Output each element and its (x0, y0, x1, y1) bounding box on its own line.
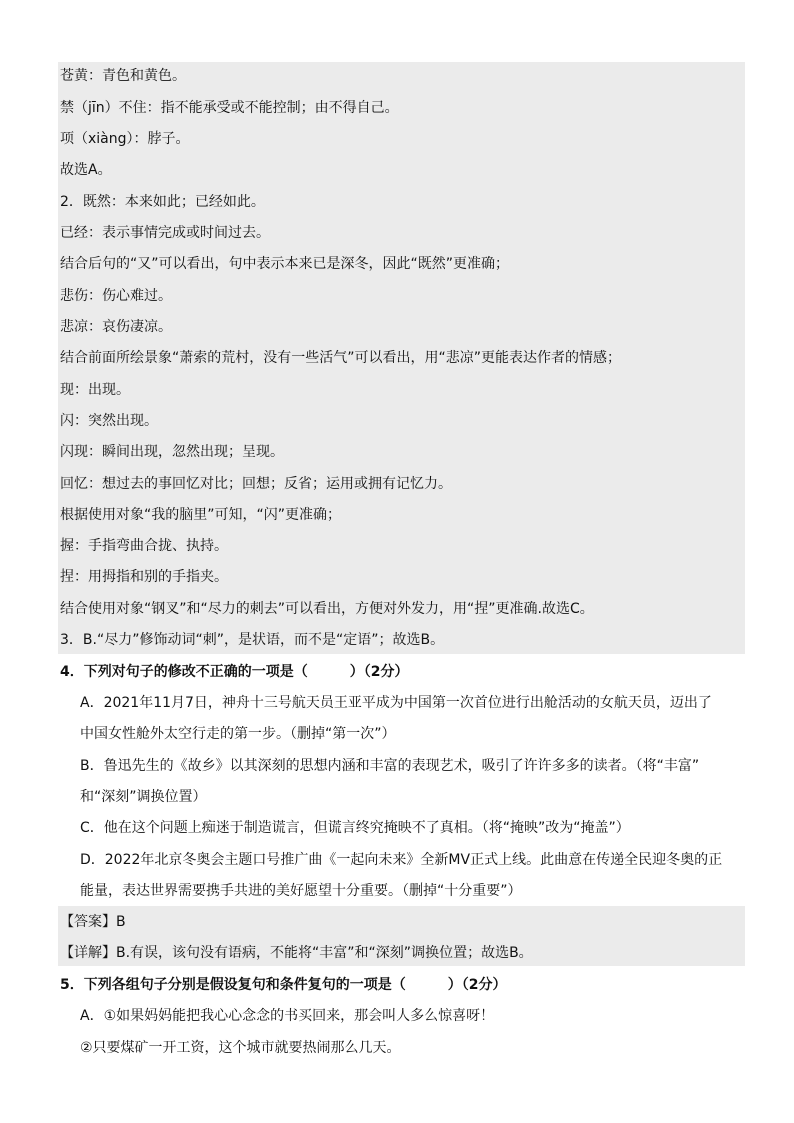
explanation-line: 禁（jīn）不住：指不能承受或不能控制；由不得自己。 (60, 100, 399, 116)
question-4-stem: 4．下列对句子的修改不正确的一项是（ ）（2分） (60, 664, 409, 680)
question-4-option-c: C．他在这个问题上痴迷于制造谎言，但谎言终究掩映不了真相。（将“掩映”改为“掩盖”） (80, 820, 630, 836)
explanation-line: 结合前面所绘景象“萧索的荒村，没有一些活气”可以看出，用“悲凉”更能表达作者的情感； (60, 350, 622, 366)
explanation-line: 闪现：瞬间出现，忽然出现；呈现。 (60, 444, 284, 460)
explanation-line: 悲凉：哀伤凄凉。 (60, 319, 172, 335)
explanation-line: 捏：用拇指和别的手指夹。 (60, 569, 228, 585)
question-5-option-a: A．①如果妈妈能把我心心念念的书买回来，那会叫人多么惊喜呀！ (80, 1008, 495, 1024)
explanation-line: 悲伤：伤心难过。 (60, 288, 172, 304)
explanation-line: 闪：突然出现。 (60, 413, 158, 429)
explanation-line: 项（xiàng）：脖子。 (60, 131, 190, 147)
explanation-line: 现：出现。 (60, 382, 130, 398)
question-4-option-d: D．2022年北京冬奥会主题口号推广曲《一起向未来》全新MV正式上线。此曲意在传递全民迎冬奥的正 (80, 852, 723, 868)
explanation-line: 回忆：想过去的事回忆对比；回想；反省；运用或拥有记忆力。 (60, 476, 452, 492)
explanation-line: 3．B.“尽力”修饰动词“刺”，是状语，而不是“定语”；故选B。 (60, 632, 445, 648)
answer-label: 【答案】B (60, 914, 126, 930)
explanation-line: 握：手指弯曲合拢、执持。 (60, 538, 228, 554)
question-4-option-a: A．2021年11月7日，神舟十三号航天员王亚平成为中国第一次首位进行出舱活动的女航天员，迈出了 (80, 695, 712, 711)
question-4-option-b: B．鲁迅先生的《故乡》以其深刻的思想内涵和丰富的表现艺术，吸引了许许多多的读者。（将“丰富” (80, 758, 700, 774)
explanation-line: 已经：表示事情完成或时间过去。 (60, 225, 270, 241)
explanation-line: 根据使用对象“我的脑里”可知，“闪”更准确； (60, 507, 342, 523)
explanation-line: 苍黄：青色和黄色。 (60, 68, 186, 84)
question-4-option-b-cont: 和“深刻”调换位置） (80, 789, 207, 805)
explanation-line: 结合使用对象“钢叉”和“尽力的刺去”可以看出，方便对外发力，用“捏”更准确.故选C。 (60, 601, 594, 617)
question-4-option-a-cont: 中国女性舱外太空行走的第一步。（删掉“第一次”） (80, 726, 396, 742)
answer-detail: 【详解】B.有误，该句没有语病，不能将“丰富”和“深刻”调换位置；故选B。 (60, 945, 533, 961)
question-5-stem: 5．下列各组句子分别是假设复句和条件复句的一项是（ ）（2分） (60, 977, 507, 993)
explanation-line: 2．既然：本来如此；已经如此。 (60, 194, 265, 210)
explanation-line: 故选A。 (60, 162, 112, 178)
explanation-line: 结合后句的“又”可以看出，句中表示本来已是深冬，因此“既然”更准确； (60, 256, 510, 272)
question-4-option-d-cont: 能量，表达世界需要携手共进的美好愿望十分重要。（删掉“十分重要”） (80, 883, 522, 899)
question-5-option-a-cont: ②只要煤矿一开工资，这个城市就要热闹那么几天。 (80, 1040, 401, 1056)
